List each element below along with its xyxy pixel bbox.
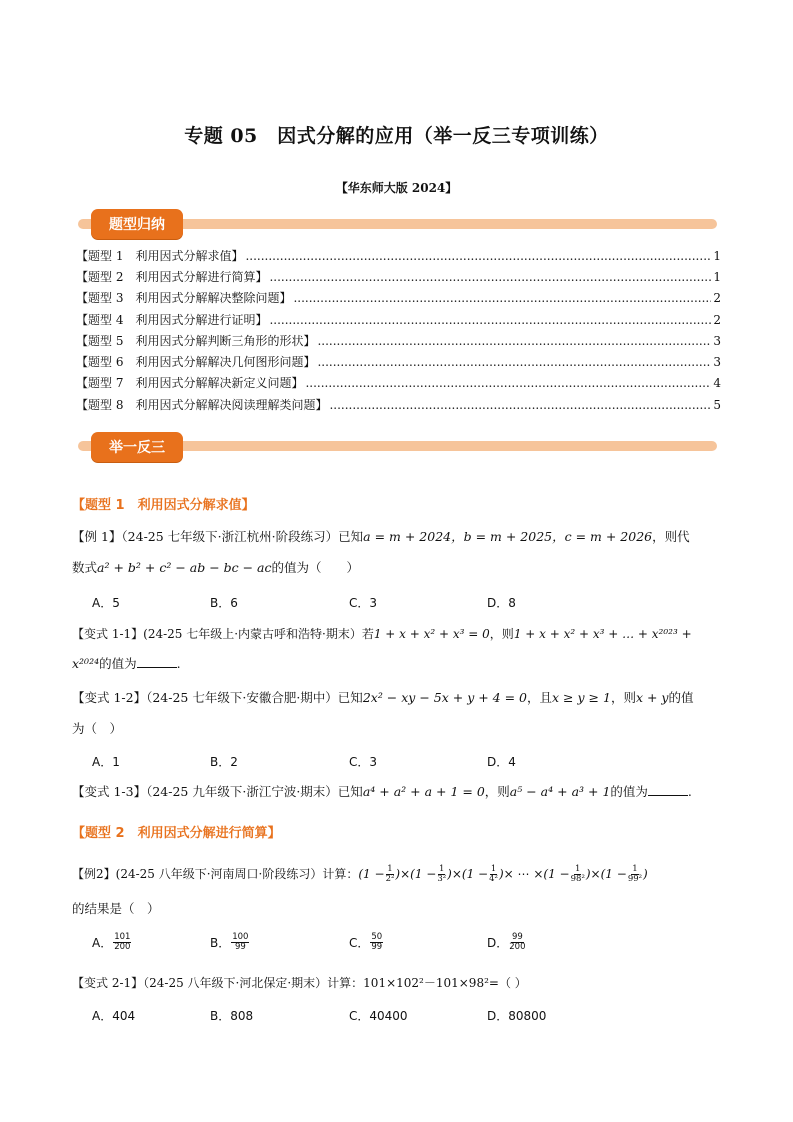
section-heading: 【题型 1 利用因式分解求值】 [72, 498, 255, 513]
example-1-line-2: 数式a² + b² + c² − ab − bc − ac的值为（ ） [72, 560, 360, 575]
option-d[interactable]: D．4 [487, 755, 516, 769]
variant-2-1: 【变式 2-1】（24-25 八年级下·河北保定·期末）计算：101×102²－101×98²=（ ） [72, 976, 527, 990]
practice-heading-pill: 举一反三 [91, 432, 183, 462]
toc-item[interactable]: 【题型 4 利用因式分解进行证明】 ..... 2 [76, 311, 721, 331]
variant-1-2-line-2: 为（ ） [72, 721, 123, 736]
option-d[interactable]: D． $\frac{99}{200}$ [487, 932, 526, 952]
option-d[interactable]: D．80800 [487, 1009, 547, 1023]
toc-item[interactable]: 【题型 3 利用因式分解解决整除问题】 ..... 2 [76, 289, 721, 309]
toc-item[interactable]: 【题型 1 利用因式分解求值】 ..... 1 [76, 247, 721, 267]
example-2-line-1: 【例2】(24-25 八年级下·河南周口·阶段练习）计算： ( 1 − $\frac{1}{\text{2²}}$ ) × ( 1 − $\frac{1}{\text{3²}}$ ) × ( 1 − $\frac{1}{\text{4²}}$ ) × ⋯ × ( 1 − $\frac{1}{\text{98²}}$ ) × ( 1 − $\frac{1}{\text{99²}}$ ) [72, 863, 648, 884]
option-c[interactable]: C．40400 [349, 1009, 408, 1023]
example-1-line-1: 【例 1】（24-25 七年级下·浙江杭州·阶段练习）已知a = m + 2024，b = m + 2025，c = m + 2026，则代 [72, 529, 690, 544]
option-a[interactable]: A．1 [92, 755, 120, 769]
variant-1-3: 【变式 1-3】（24-25 九年级下·浙江宁波·期末）已知a⁴ + a² + a + 1 = 0，则a⁵ − a⁴ + a³ + 1的值为 . [72, 784, 692, 799]
section-heading: 【题型 2 利用因式分解进行简算】 [72, 826, 281, 841]
answer-blank[interactable] [137, 655, 177, 668]
toc-item[interactable]: 【题型 6 利用因式分解解决几何图形问题】 ..... 3 [76, 353, 721, 373]
option-a[interactable]: A． $\frac{101}{200}$ [92, 932, 131, 952]
option-c[interactable]: C．3 [349, 755, 378, 769]
toc-item[interactable]: 【题型 2 利用因式分解进行简算】 ..... 1 [76, 268, 721, 288]
option-d[interactable]: D．8 [487, 596, 516, 610]
option-c[interactable]: C．3 [349, 596, 378, 610]
toc-item[interactable]: 【题型 8 利用因式分解解决阅读理解类问题】 ..... 5 [76, 396, 721, 416]
variant-1-1-line-2: x²⁰²⁴的值为 . [72, 656, 181, 671]
option-c[interactable]: C． $\frac{50}{99}$ [349, 932, 383, 952]
page-title: 专题 05 因式分解的应用（举一反三专项训练） [184, 125, 609, 147]
variant-1-2-line-1: 【变式 1-2】（24-25 七年级下·安徽合肥·期中）已知2x² − xy − 5x + y + 4 = 0，且x ≥ y ≥ 1，则x + y的值 [72, 690, 694, 705]
example-2-line-2: 的结果是（ ） [72, 901, 160, 916]
variant-1-1-line-1: 【变式 1-1】(24-25 七年级上·内蒙古呼和浩特·期末）若1 + x + x² + x³ = 0，则1 + x + x² + x³ + … + x²⁰²³ + [72, 627, 692, 641]
option-a[interactable]: A．404 [92, 1009, 136, 1023]
option-b[interactable]: B．6 [210, 596, 238, 610]
option-b[interactable]: B．808 [210, 1009, 254, 1023]
toc-item[interactable]: 【题型 5 利用因式分解判断三角形的形状】 ..... 3 [76, 332, 721, 352]
edition-label: 【华东师大版 2024】 [335, 181, 458, 195]
option-b[interactable]: B．2 [210, 755, 238, 769]
option-b[interactable]: B． $\frac{100}{99}$ [210, 932, 249, 952]
toc-item[interactable]: 【题型 7 利用因式分解解决新定义问题】 ..... 4 [76, 374, 721, 394]
answer-blank[interactable] [648, 783, 688, 796]
option-a[interactable]: A．5 [92, 596, 120, 610]
toc-heading-pill: 题型归纳 [91, 209, 183, 239]
